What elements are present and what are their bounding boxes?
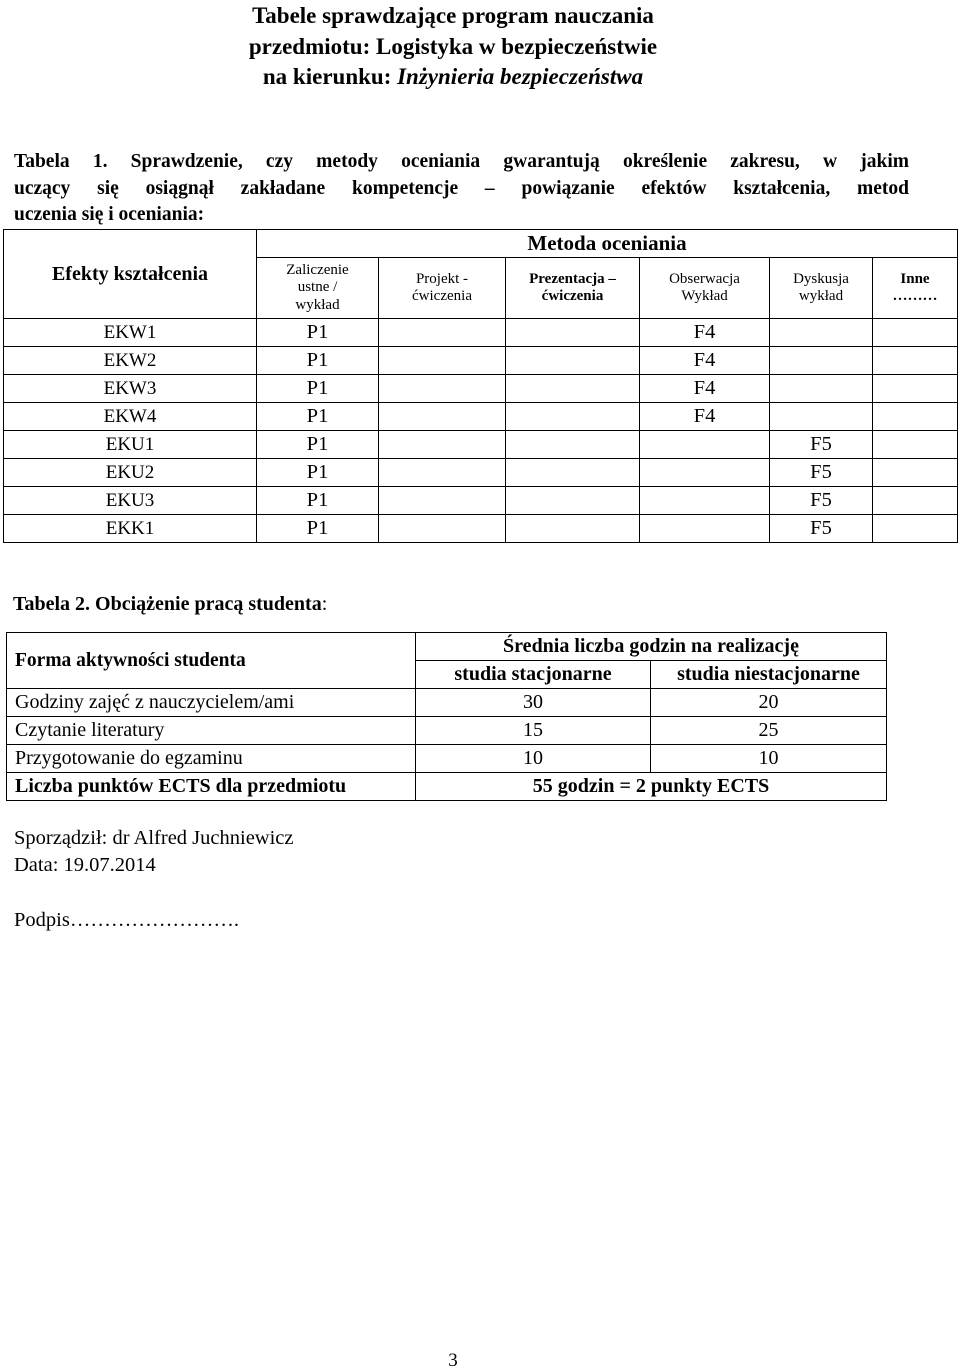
part-time-hours-cell: 20 <box>651 689 887 717</box>
observation-cell <box>640 431 770 459</box>
method-header-line: Obserwacja <box>669 270 740 287</box>
document-title <box>0 0 906 93</box>
table-row <box>4 319 958 347</box>
full-time-header: studia stacjonarne <box>416 661 651 689</box>
project-cell <box>379 403 506 431</box>
oral-exam-cell: P1 <box>257 515 379 543</box>
caption-line-3: uczenia się i oceniania: <box>14 204 205 225</box>
table2-caption-bold: Tabela 2. Obciążenie pracą studenta <box>13 593 322 615</box>
oral-exam-cell: P1 <box>257 319 379 347</box>
table2-caption-colon: : <box>321 593 328 615</box>
other-cell <box>873 487 958 515</box>
hours-header: Średnia liczba godzin na realizację <box>416 633 887 661</box>
title-line-3-field: Inżynieria bezpieczeństwa <box>397 64 644 89</box>
table1-caption <box>14 149 909 229</box>
methods-header: Metoda oceniania <box>257 230 958 258</box>
part-time-hours-cell: 10 <box>651 745 887 773</box>
presentation-cell <box>506 319 640 347</box>
activity-cell: Czytanie literatury <box>7 717 416 745</box>
effect-code-cell: EKK1 <box>4 515 257 543</box>
method-column-header <box>873 258 958 319</box>
method-header-line: ćwiczenia <box>541 288 604 304</box>
presentation-cell <box>506 487 640 515</box>
other-cell <box>873 375 958 403</box>
project-cell <box>379 375 506 403</box>
full-time-hours-cell: 30 <box>416 689 651 717</box>
discussion-cell <box>770 403 873 431</box>
observation-cell: F4 <box>640 403 770 431</box>
method-header-line: Zaliczenie <box>286 261 349 278</box>
project-cell <box>379 515 506 543</box>
effect-code-cell: EKW2 <box>4 347 257 375</box>
oral-exam-cell: P1 <box>257 403 379 431</box>
part-time-header: studia niestacjonarne <box>651 661 887 689</box>
presentation-cell <box>506 431 640 459</box>
table-row <box>4 375 958 403</box>
oral-exam-cell: P1 <box>257 375 379 403</box>
table-row <box>4 431 958 459</box>
oral-exam-cell: P1 <box>257 431 379 459</box>
table-row <box>7 689 887 717</box>
other-cell <box>873 431 958 459</box>
effect-code-cell: EKW3 <box>4 375 257 403</box>
method-header-line: wykład <box>798 288 844 304</box>
discussion-cell <box>770 319 873 347</box>
project-cell <box>379 347 506 375</box>
project-cell <box>379 487 506 515</box>
table2-caption <box>13 593 327 616</box>
presentation-cell <box>506 347 640 375</box>
table-row <box>7 745 887 773</box>
date: Data: 19.07.2014 <box>14 854 156 876</box>
effect-code-cell: EKU3 <box>4 487 257 515</box>
presentation-cell <box>506 403 640 431</box>
method-column-header <box>770 258 873 319</box>
table-row <box>4 403 958 431</box>
workload-table <box>6 632 887 801</box>
discussion-cell <box>770 375 873 403</box>
title-line-2: przedmiotu: Logistyka w bezpieczeństwie <box>248 33 658 59</box>
other-cell <box>873 347 958 375</box>
title-line-3-prefix: na kierunku: <box>262 64 398 89</box>
other-cell <box>873 403 958 431</box>
observation-cell: F4 <box>640 347 770 375</box>
discussion-cell: F5 <box>770 515 873 543</box>
assessment-methods-table <box>3 229 958 543</box>
prepared-by: Sporządził: dr Alfred Juchniewicz <box>14 827 294 849</box>
discussion-cell: F5 <box>770 431 873 459</box>
method-header-line: Projekt - <box>415 270 469 287</box>
method-header-line: wykład <box>295 296 340 313</box>
presentation-cell <box>506 459 640 487</box>
project-cell <box>379 459 506 487</box>
oral-exam-cell: P1 <box>257 347 379 375</box>
full-time-hours-cell: 10 <box>416 745 651 773</box>
table-row <box>4 515 958 543</box>
method-header-line: Inne <box>900 270 930 287</box>
other-cell <box>873 459 958 487</box>
method-header-line: Prezentacja – <box>529 270 616 287</box>
discussion-cell: F5 <box>770 487 873 515</box>
table-row <box>7 717 887 745</box>
effect-code-cell: EKW1 <box>4 319 257 347</box>
effect-code-cell: EKU2 <box>4 459 257 487</box>
effect-code-cell: EKW4 <box>4 403 257 431</box>
table-row <box>4 347 958 375</box>
title-line-1: Tabele sprawdzające program nauczania <box>252 3 654 28</box>
caption-line-2: uczący się osiągnął zakładane kompetencje – powiązanie efektów kształcenia, metod <box>14 177 909 199</box>
oral-exam-cell: P1 <box>257 487 379 515</box>
table-row <box>4 487 958 515</box>
ects-label: Liczba punktów ECTS dla przedmiotu <box>7 773 416 801</box>
method-header-line: ćwiczenia <box>412 288 472 304</box>
observation-cell <box>640 515 770 543</box>
method-column-header <box>379 258 506 319</box>
oral-exam-cell: P1 <box>257 459 379 487</box>
presentation-cell <box>506 375 640 403</box>
observation-cell <box>640 487 770 515</box>
discussion-cell <box>770 347 873 375</box>
other-cell <box>873 319 958 347</box>
observation-cell <box>640 459 770 487</box>
observation-cell: F4 <box>640 319 770 347</box>
observation-cell: F4 <box>640 375 770 403</box>
other-cell <box>873 515 958 543</box>
method-column-header <box>640 258 770 319</box>
project-cell <box>379 319 506 347</box>
page-number: 3 <box>448 1350 458 1371</box>
part-time-hours-cell: 25 <box>651 717 887 745</box>
ects-value: 55 godzin = 2 punkty ECTS <box>416 773 887 801</box>
presentation-cell <box>506 515 640 543</box>
full-time-hours-cell: 15 <box>416 717 651 745</box>
discussion-cell: F5 <box>770 459 873 487</box>
method-header-line: Dyskusja <box>793 270 849 287</box>
signature-line: Podpis……………………. <box>14 909 239 931</box>
caption-line-1: Tabela 1. Sprawdzenie, czy metody oceniania gwarantują określenie zakresu, w jakim <box>14 151 909 172</box>
method-header-line: ustne / <box>297 279 338 296</box>
ects-row <box>7 773 887 801</box>
activity-cell: Przygotowanie do egzaminu <box>7 745 416 773</box>
method-column-header <box>257 258 379 319</box>
effects-header: Efekty kształcenia <box>4 230 257 319</box>
method-column-header <box>506 258 640 319</box>
method-header-line: ……… <box>892 288 938 304</box>
activity-cell: Godziny zajęć z nauczycielem/ami <box>7 689 416 717</box>
title-line-3 <box>0 62 906 93</box>
table-row <box>4 459 958 487</box>
method-header-line: Wykład <box>681 288 728 304</box>
activity-header: Forma aktywności studenta <box>7 633 416 689</box>
project-cell <box>379 431 506 459</box>
effect-code-cell: EKU1 <box>4 431 257 459</box>
